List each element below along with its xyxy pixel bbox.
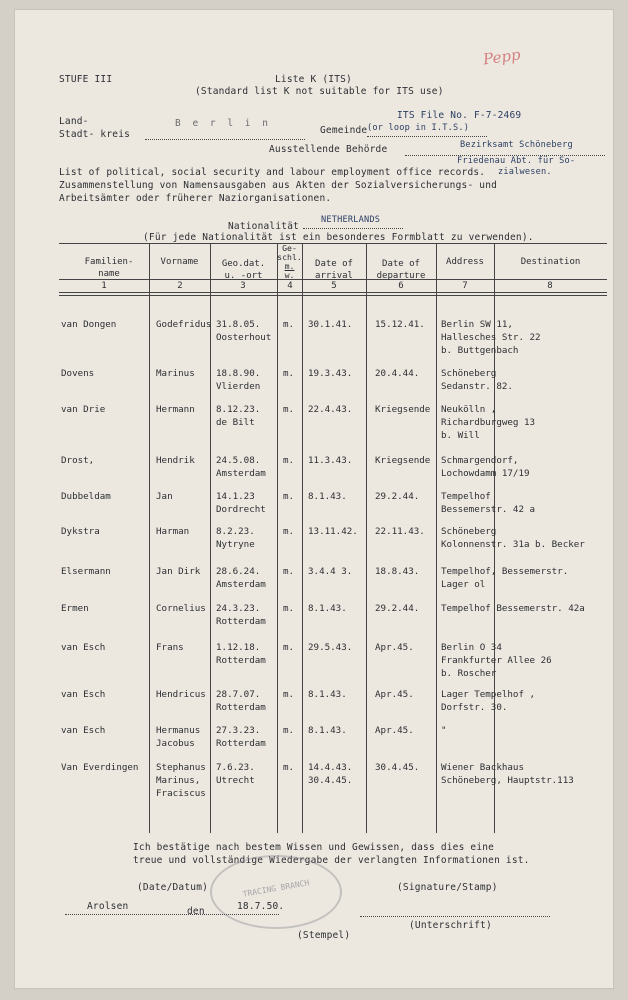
cell-sex: m.: [283, 642, 295, 653]
cell-sex: m.: [283, 455, 295, 466]
cell-sex: m.: [283, 566, 295, 577]
document-title: Liste K (ITS): [275, 74, 352, 85]
cell-departure: 30.4.45.: [375, 762, 420, 773]
cell-family-name: van Esch: [61, 642, 106, 653]
cell-address: Neukölln ,: [441, 404, 497, 415]
land-dotted-line: [145, 139, 305, 140]
cell-sex: m.: [283, 404, 295, 415]
cell-family-name: van Esch: [61, 725, 106, 736]
stempel-label: (Stempel): [297, 930, 351, 941]
col-header-arrival: Date of arrival: [315, 259, 353, 281]
cell-departure: Apr.45.: [375, 689, 414, 700]
cell-address: Richardburgweg 13: [441, 417, 536, 428]
nationality-value: NETHERLANDS: [321, 215, 381, 225]
cell-first-name: Jan Dirk: [156, 566, 201, 577]
cell-birth: Rotterdam: [216, 616, 266, 627]
cell-sex: m.: [283, 491, 295, 502]
cell-arrival: 11.3.43.: [308, 455, 353, 466]
gemeinde-dotted-line: [367, 136, 487, 137]
cell-sex: m.: [283, 526, 295, 537]
cell-birth: 28.6.24.: [216, 566, 261, 577]
cell-first-name: Jan: [156, 491, 173, 502]
cell-birth: de Bilt: [216, 417, 255, 428]
cell-arrival: 19.3.43.: [308, 368, 353, 379]
cell-departure: 18.8.43.: [375, 566, 420, 577]
col-divider-3: [277, 243, 278, 833]
cell-birth: 18.8.90.: [216, 368, 261, 379]
cell-birth: Oosterhout: [216, 332, 272, 343]
date-value: 18.7.50.: [237, 901, 285, 912]
col-header-destination: Destination: [520, 257, 581, 267]
col-header-familienname: Familien- name: [84, 257, 134, 279]
behoerde-line-2: Friedenau Abt. für So-: [457, 156, 576, 166]
cell-birth: Utrecht: [216, 775, 255, 786]
cell-sex: m.: [283, 762, 295, 773]
cell-first-name: Jacobus: [156, 738, 195, 749]
cell-departure: 20.4.44.: [375, 368, 420, 379]
cell-family-name: Dubbeldam: [61, 491, 111, 502]
cell-family-name: van Esch: [61, 689, 106, 700]
cell-address: Schöneberg: [441, 368, 497, 379]
intro-line-2: Zusammenstellung von Namensausgaben aus Akten der Sozialversicherungs- und: [59, 180, 498, 191]
cell-birth: 8.12.23.: [216, 404, 261, 415]
land-value: B e r l i n: [175, 118, 271, 129]
cell-birth: Amsterdam: [216, 468, 266, 479]
stufe-label: STUFE III: [59, 74, 113, 85]
cell-departure: Kriegsende: [375, 455, 431, 466]
cell-address: Schöneberg, Hauptstr.113: [441, 775, 574, 786]
cell-arrival: 30.4.45.: [308, 775, 353, 786]
cell-sex: m.: [283, 725, 295, 736]
cell-family-name: Elsermann: [61, 566, 111, 577]
its-file-number: ITS File No. F-7-2469: [397, 110, 522, 121]
cell-sex: m.: [283, 689, 295, 700]
cell-departure: 29.2.44.: [375, 603, 420, 614]
cell-arrival: 22.4.43.: [308, 404, 353, 415]
cell-birth: Rotterdam: [216, 655, 266, 666]
cell-sex: m.: [283, 368, 295, 379]
cell-first-name: Cornelius: [156, 603, 206, 614]
ausstellende-behoerde-label: Ausstellende Behörde: [269, 144, 388, 155]
cell-address: ": [441, 725, 447, 736]
nationality-note: (Für jede Nationalität ist ein besonderes Formblatt zu verwenden).: [143, 232, 534, 243]
behoerde-line-3: zialwesen.: [498, 167, 552, 177]
cell-departure: 15.12.41.: [375, 319, 425, 330]
table-top-rule: [59, 243, 607, 244]
place-value: Arolsen: [87, 901, 129, 912]
cell-family-name: Dykstra: [61, 526, 100, 537]
cell-first-name: Hendricus: [156, 689, 206, 700]
cell-first-name: Hendrik: [156, 455, 195, 466]
cell-birth: Rotterdam: [216, 738, 266, 749]
cell-birth: Nytryne: [216, 539, 255, 550]
cell-birth: 1.12.18.: [216, 642, 261, 653]
cell-departure: Apr.45.: [375, 725, 414, 736]
handwritten-mark: Pepp: [481, 45, 522, 69]
cell-arrival: 29.5.43.: [308, 642, 353, 653]
col-number-8: 8: [547, 281, 553, 291]
cell-family-name: van Dongen: [61, 319, 117, 330]
cell-address: Lager Tempelhof ,: [441, 689, 536, 700]
col-number-3: 3: [240, 281, 246, 291]
cell-address: Dorfstr. 30.: [441, 702, 508, 713]
cell-address: Schöneberg: [441, 526, 497, 537]
col-divider-6: [436, 243, 437, 833]
col-number-2: 2: [177, 281, 183, 291]
col-header-departure: Date of departure: [376, 259, 426, 281]
document-subtitle: (Standard list K not suitable for ITS use): [195, 86, 444, 97]
cell-address: Lager ol: [441, 579, 486, 590]
cell-birth: 14.1.23: [216, 491, 255, 502]
behoerde-line-1: Bezirksamt Schöneberg: [460, 140, 573, 150]
cell-first-name: Fraciscus: [156, 788, 206, 799]
cell-departure: Kriegsende: [375, 404, 431, 415]
intro-line-1: List of political, social security and labour employment office records.: [59, 167, 486, 178]
cell-arrival: 30.1.41.: [308, 319, 353, 330]
cell-first-name: Marinus,: [156, 775, 201, 786]
cell-arrival: 8.1.43.: [308, 725, 347, 736]
col-number-1: 1: [101, 281, 107, 291]
cell-arrival: 8.1.43.: [308, 491, 347, 502]
table-number-rule-double: [59, 295, 607, 296]
date-label: (Date/Datum): [137, 882, 209, 893]
nationality-dotted-line: [303, 228, 403, 229]
cell-arrival: 3.4.4 3.: [308, 566, 353, 577]
cell-birth: 24.5.08.: [216, 455, 261, 466]
cell-birth: 31.8.05.: [216, 319, 261, 330]
cell-departure: 29.2.44.: [375, 491, 420, 502]
signature-dotted-line: [360, 916, 550, 917]
col-divider-5: [366, 243, 367, 833]
cell-address: Hallesches Str. 22: [441, 332, 541, 343]
intro-line-3: Arbeitsämter oder früherer Naziorganisationen.: [59, 193, 332, 204]
cell-birth: 8.2.23.: [216, 526, 255, 537]
cell-first-name: Hermanus: [156, 725, 201, 736]
cell-family-name: Dovens: [61, 368, 95, 379]
cell-address: Bessemerstr. 42 a: [441, 504, 536, 515]
cell-first-name: Stephanus: [156, 762, 206, 773]
col-header-geschlecht: Ge- schl. m. w.: [277, 243, 302, 280]
cell-birth: 7.6.23.: [216, 762, 255, 773]
cell-family-name: Ermen: [61, 603, 89, 614]
cell-birth: Vlierden: [216, 381, 261, 392]
col-header-vorname: Vorname: [160, 257, 199, 267]
den-label: den: [187, 906, 205, 917]
office-stamp: TRACING BRANCH: [210, 855, 342, 929]
confirmation-line-1: Ich bestätige nach bestem Wissen und Gewissen, dass dies eine: [133, 842, 495, 853]
cell-birth: 28.7.07.: [216, 689, 261, 700]
cell-address: Wiener Backhaus: [441, 762, 524, 773]
cell-address: b. Roscher: [441, 668, 497, 679]
cell-first-name: Harman: [156, 526, 190, 537]
confirmation-line-2: treue und vollständige Wiedergabe der verlangten Informationen ist.: [133, 855, 530, 866]
cell-family-name: van Drie: [61, 404, 106, 415]
col-header-address: Address: [446, 257, 484, 267]
cell-address: Tempelhof, Bessemerstr.: [441, 566, 569, 577]
cell-departure: 22.11.43.: [375, 526, 425, 537]
col-number-7: 7: [462, 281, 468, 291]
cell-address: Sedanstr. 82.: [441, 381, 513, 392]
cell-first-name: Marinus: [156, 368, 195, 379]
cell-arrival: 8.1.43.: [308, 689, 347, 700]
cell-address: Frankfurter Allee 26: [441, 655, 552, 666]
cell-sex: m.: [283, 319, 295, 330]
cell-family-name: Drost,: [61, 455, 95, 466]
cell-address: Kolonnenstr. 31a b. Becker: [441, 539, 585, 550]
cell-address: b. Buttgenbach: [441, 345, 519, 356]
col-number-4: 4: [287, 281, 293, 291]
cell-birth: 27.3.23.: [216, 725, 261, 736]
nationality-label: Nationalität: [228, 221, 300, 232]
cell-address: Lochowdamm 17/19: [441, 468, 530, 479]
cell-address: Schmargendorf,: [441, 455, 519, 466]
signature-label: (Signature/Stamp): [397, 882, 498, 893]
cell-arrival: 8.1.43.: [308, 603, 347, 614]
cell-first-name: Frans: [156, 642, 184, 653]
cell-address: Tempelhof: [441, 491, 491, 502]
cell-birth: Rotterdam: [216, 702, 266, 713]
land-label: Land-: [59, 116, 89, 127]
cell-sex: m.: [283, 603, 295, 614]
cell-address: Berlin O 34: [441, 642, 502, 653]
col-divider-4: [302, 243, 303, 833]
col-divider-1: [149, 243, 150, 833]
gemeinde-label: Gemeinde: [320, 125, 368, 136]
document-page: [15, 10, 613, 988]
col-number-6: 6: [398, 281, 404, 291]
cell-birth: Dordrecht: [216, 504, 266, 515]
col-header-geburt: Geo.dat. u. -ort: [221, 259, 266, 281]
cell-birth: Amsterdam: [216, 579, 266, 590]
table-number-rule: [59, 292, 607, 293]
cell-arrival: 13.11.42.: [308, 526, 358, 537]
gemeinde-value: (or loop in I.T.S.): [367, 123, 470, 133]
cell-address: Tempelhof Bessemerstr. 42a: [441, 603, 585, 614]
cell-first-name: Hermann: [156, 404, 195, 415]
stadt-kreis-label: Stadt- kreis: [59, 129, 131, 140]
cell-arrival: 14.4.43.: [308, 762, 353, 773]
col-number-5: 5: [331, 281, 337, 291]
cell-first-name: Godefridus: [156, 319, 212, 330]
cell-birth: 24.3.23.: [216, 603, 261, 614]
cell-departure: Apr.45.: [375, 642, 414, 653]
cell-address: b. Will: [441, 430, 480, 441]
col-divider-2: [210, 243, 211, 833]
unterschrift-label: (Unterschrift): [409, 920, 492, 931]
cell-family-name: Van Everdingen: [61, 762, 139, 773]
cell-address: Berlin SW 11,: [441, 319, 513, 330]
